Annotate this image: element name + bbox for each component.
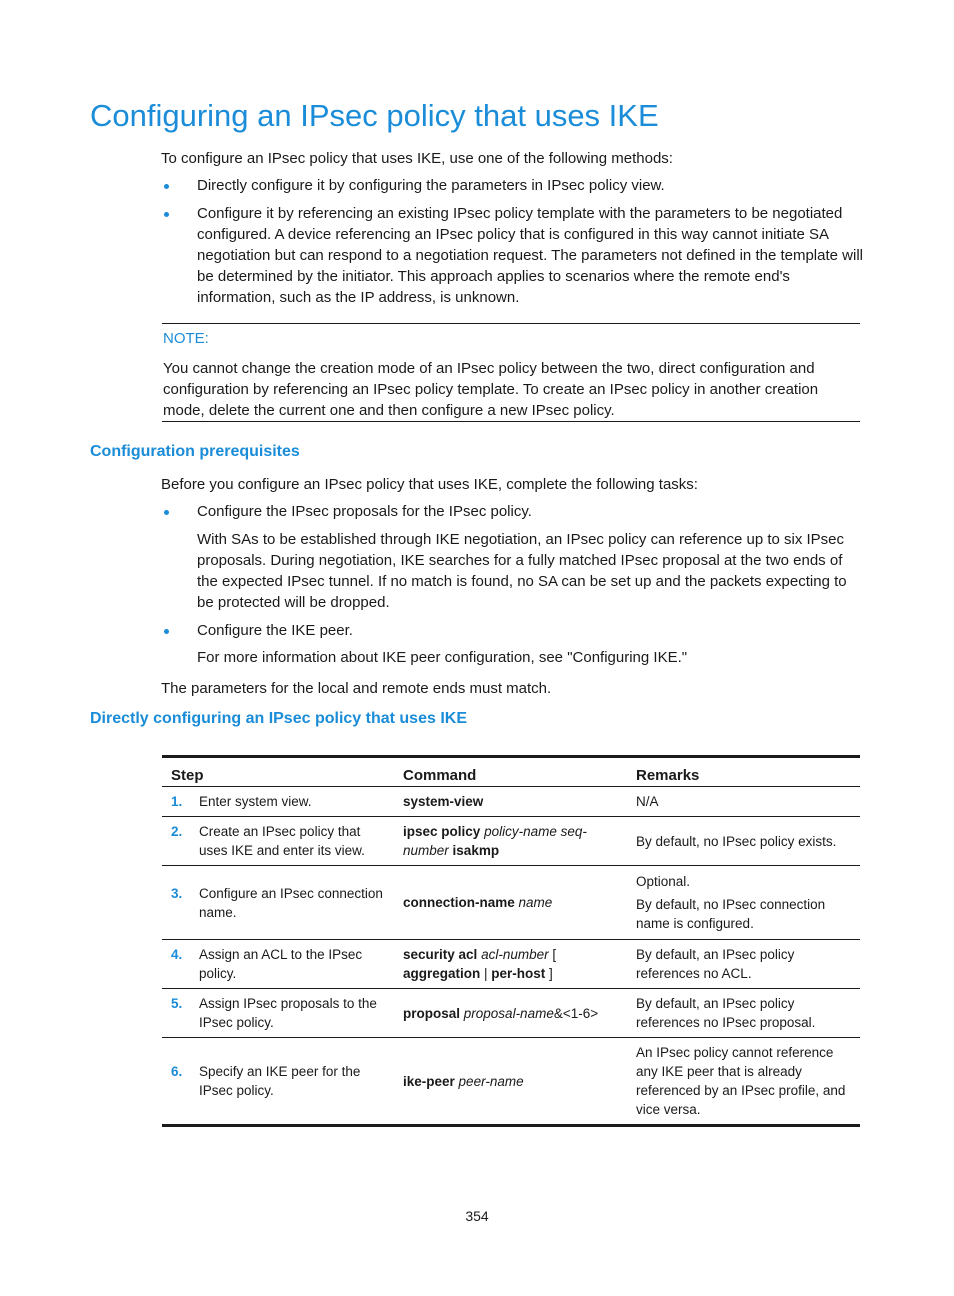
- note-label: NOTE:: [163, 330, 209, 347]
- remark-text: By default, an IPsec policy references no ACL.: [636, 947, 795, 981]
- table-header-row: [162, 757, 860, 787]
- table-row: [162, 940, 860, 989]
- command-argument: name: [518, 895, 553, 910]
- prereq-footer: The parameters for the local and remote ends must match.: [161, 680, 552, 697]
- step-cell: [162, 940, 394, 989]
- command-argument: policy-name seq-number: [403, 824, 587, 858]
- method-item: Directly configure it by configuring the parameters in IPsec policy view.: [197, 177, 665, 194]
- header-step: Step: [162, 757, 394, 787]
- prereq-item-detail: With SAs to be established through IKE negotiation, an IPsec policy can reference up to six IPsec proposals. During negotiation, IKE searches for a fully matched IPsec proposal at the two ends of the expected IPsec tunnel. If no match is found, no SA can be set up and the packets expecting to be protected will be dropped.: [197, 531, 847, 611]
- remark-text: An IPsec policy cannot reference any IKE peer that is already referenced by an IPsec profile, and vice versa.: [636, 1045, 846, 1117]
- page-title: Configuring an IPsec policy that uses IKE: [90, 98, 659, 133]
- command-text: ]: [545, 966, 553, 981]
- step-cell: [162, 817, 394, 866]
- remarks-cell: [627, 817, 860, 866]
- remarks-cell: [627, 1038, 860, 1126]
- prereq-intro: Before you configure an IPsec policy that uses IKE, complete the following tasks:: [161, 476, 698, 493]
- intro-text: To configure an IPsec policy that uses IKE, use one of the following methods:: [161, 150, 673, 167]
- step-text: Create an IPsec policy that uses IKE and enter its view.: [199, 824, 365, 858]
- command-argument: peer-name: [458, 1073, 524, 1089]
- command-text: &<1-6>: [553, 1005, 599, 1021]
- command-keyword: isakmp: [452, 843, 500, 858]
- command-text: |: [480, 966, 492, 981]
- header-remarks: Remarks: [627, 757, 860, 787]
- command-keyword: system-view: [403, 794, 484, 809]
- step-number: 5.: [171, 996, 183, 1011]
- step-number: 4.: [171, 947, 183, 962]
- table-row: [162, 866, 860, 940]
- command-cell: [394, 1038, 627, 1126]
- prereq-item-detail: For more information about IKE peer configuration, see "Configuring IKE.": [197, 649, 688, 666]
- step-text: Assign an ACL to the IPsec policy.: [199, 947, 363, 981]
- table-row: [162, 787, 860, 817]
- step-cell: [162, 787, 394, 817]
- command-cell: [394, 940, 627, 989]
- step-cell: [162, 1038, 394, 1126]
- bullet-icon: [164, 510, 169, 515]
- step-number: 3.: [171, 885, 183, 901]
- steps-table: [162, 755, 860, 1127]
- remarks-cell: [627, 866, 860, 940]
- command-keyword: ipsec policy: [403, 824, 481, 839]
- note-top-rule: [162, 323, 860, 324]
- header-command: Command: [394, 757, 627, 787]
- command-keyword: per-host: [491, 966, 546, 981]
- table-row: [162, 989, 860, 1038]
- step-text: Configure an IPsec connection name.: [199, 885, 383, 920]
- step-number: 2.: [171, 824, 183, 839]
- bullet-icon: [164, 212, 169, 217]
- command-keyword: proposal: [403, 1005, 461, 1021]
- step-text: Enter system view.: [199, 794, 312, 809]
- remarks-cell: [627, 787, 860, 817]
- command-keyword: ike-peer: [403, 1073, 455, 1089]
- step-text: Specify an IKE peer for the IPsec policy.: [199, 1064, 361, 1098]
- remarks-cell: [627, 989, 860, 1038]
- remark-text: By default, no IPsec connection name is configured.: [636, 897, 826, 931]
- command-cell: [394, 787, 627, 817]
- note-bottom-rule: [162, 421, 860, 422]
- table-row: [162, 1038, 860, 1126]
- prereq-heading: Configuration prerequisites: [90, 443, 300, 460]
- page-number: 354: [465, 1208, 489, 1224]
- step-cell: [162, 866, 394, 940]
- remark-text: N/A: [636, 794, 659, 809]
- table-row: [162, 817, 860, 866]
- remark-text: By default, an IPsec policy references no IPsec proposal.: [636, 996, 816, 1030]
- method-item: Configure it by referencing an existing IPsec policy template with the parameters to be negotiated configured. A device referencing an IPsec policy that is configured in this way cannot initiate SA negotiation but can respond to a negotiation request. The parameters not defined in the template will be determined by the initiator. This approach applies to scenarios where the remote end's information, such as the IP address, is unknown.: [197, 205, 863, 306]
- prereq-item: Configure the IPsec proposals for the IPsec policy.: [197, 503, 532, 520]
- step-number: 1.: [171, 794, 183, 809]
- note-text: You cannot change the creation mode of an IPsec policy between the two, direct configuration and configuration by referencing an IPsec policy template. To create an IPsec policy in another creation mode, delete the current one and then configure a new IPsec policy.: [163, 360, 819, 419]
- command-cell: [394, 817, 627, 866]
- direct-heading: Directly configuring an IPsec policy that uses IKE: [90, 710, 467, 727]
- command-argument: proposal-name: [463, 1005, 554, 1021]
- command-keyword: connection-name: [403, 895, 515, 910]
- step-cell: [162, 989, 394, 1038]
- remark-text: By default, no IPsec policy exists.: [636, 833, 837, 849]
- command-keyword: aggregation: [403, 966, 481, 981]
- bullet-icon: [164, 184, 169, 189]
- command-cell: [394, 989, 627, 1038]
- command-cell: [394, 866, 627, 940]
- remarks-cell: [627, 940, 860, 989]
- command-text: [: [548, 947, 560, 962]
- command-argument: acl-number: [481, 947, 549, 962]
- bullet-icon: [164, 629, 169, 634]
- step-number: 6.: [171, 1064, 183, 1079]
- prereq-item: Configure the IKE peer.: [197, 622, 353, 639]
- command-keyword: security acl: [403, 947, 478, 962]
- step-text: Assign IPsec proposals to the IPsec policy.: [199, 996, 377, 1030]
- remark-text: Optional.: [636, 874, 691, 889]
